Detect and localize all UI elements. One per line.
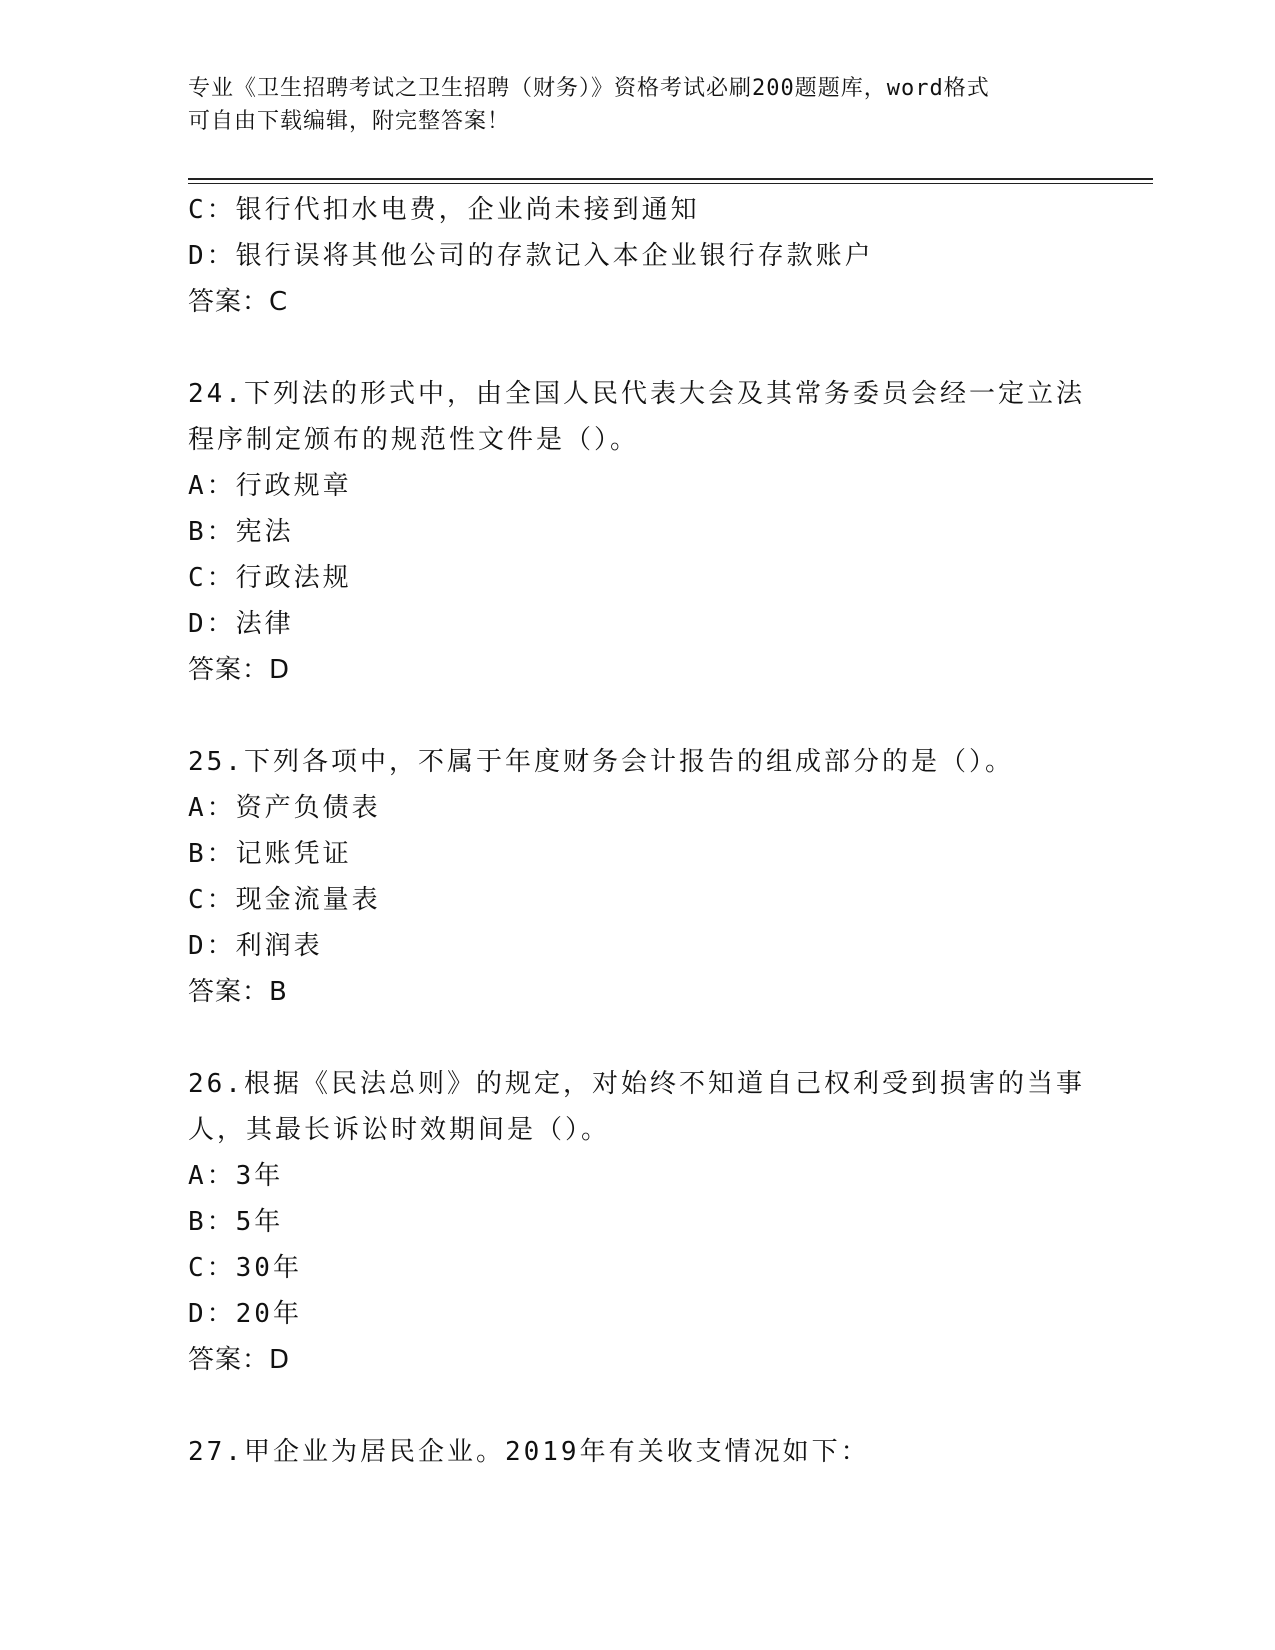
option-c: C：30年 bbox=[188, 1253, 302, 1283]
header-divider-thick bbox=[188, 178, 1153, 180]
question-25 bbox=[188, 739, 1088, 1015]
answer-line: 答案：B bbox=[188, 977, 288, 1007]
option-a: A：行政规章 bbox=[188, 471, 352, 501]
answer-line: 答案：D bbox=[188, 655, 291, 685]
option-b: B：宪法 bbox=[188, 517, 294, 547]
option-c: C：现金流量表 bbox=[188, 885, 381, 915]
option-d: D：利润表 bbox=[188, 931, 323, 961]
question-24 bbox=[188, 371, 1088, 693]
question-stem-line: 27.甲企业为居民企业。2019年有关收支情况如下： bbox=[188, 1437, 870, 1467]
previous-question-fragment bbox=[188, 187, 1088, 325]
option-d: D：法律 bbox=[188, 609, 294, 639]
question-stem-line: 人，其最长诉讼时效期间是（）。 bbox=[188, 1115, 611, 1145]
question-stem-line: 24.下列法的形式中，由全国人民代表大会及其常务委员会经一定立法 bbox=[188, 379, 1085, 409]
option-a: A：3年 bbox=[188, 1161, 284, 1191]
header-divider-thin bbox=[188, 183, 1153, 184]
answer-line: 答案：D bbox=[188, 1345, 291, 1375]
option-b: B：记账凭证 bbox=[188, 839, 352, 869]
header-title-line-2: 可自由下载编辑，附完整答案！ bbox=[188, 109, 511, 134]
question-stem-line: 程序制定颁布的规范性文件是（）。 bbox=[188, 425, 640, 455]
option-a: A：资产负债表 bbox=[188, 793, 381, 823]
question-stem-line: 25.下列各项中，不属于年度财务会计报告的组成部分的是（）。 bbox=[188, 747, 1014, 777]
question-26 bbox=[188, 1061, 1088, 1383]
option-d: D：银行误将其他公司的存款记入本企业银行存款账户 bbox=[188, 241, 874, 271]
option-c: C：行政法规 bbox=[188, 563, 352, 593]
document-body bbox=[188, 187, 1088, 1475]
option-c: C：银行代扣水电费，企业尚未接到通知 bbox=[188, 195, 700, 225]
answer-line: 答案：C bbox=[188, 287, 289, 317]
option-b: B：5年 bbox=[188, 1207, 284, 1237]
option-d: D：20年 bbox=[188, 1299, 302, 1329]
question-stem-line: 26.根据《民法总则》的规定，对始终不知道自己权利受到损害的当事 bbox=[188, 1069, 1085, 1099]
document-header bbox=[188, 72, 1088, 138]
header-title-line-1: 专业《卫生招聘考试之卫生招聘（财务）》资格考试必刷200题题库，word格式 bbox=[188, 76, 990, 101]
question-27 bbox=[188, 1429, 1088, 1475]
